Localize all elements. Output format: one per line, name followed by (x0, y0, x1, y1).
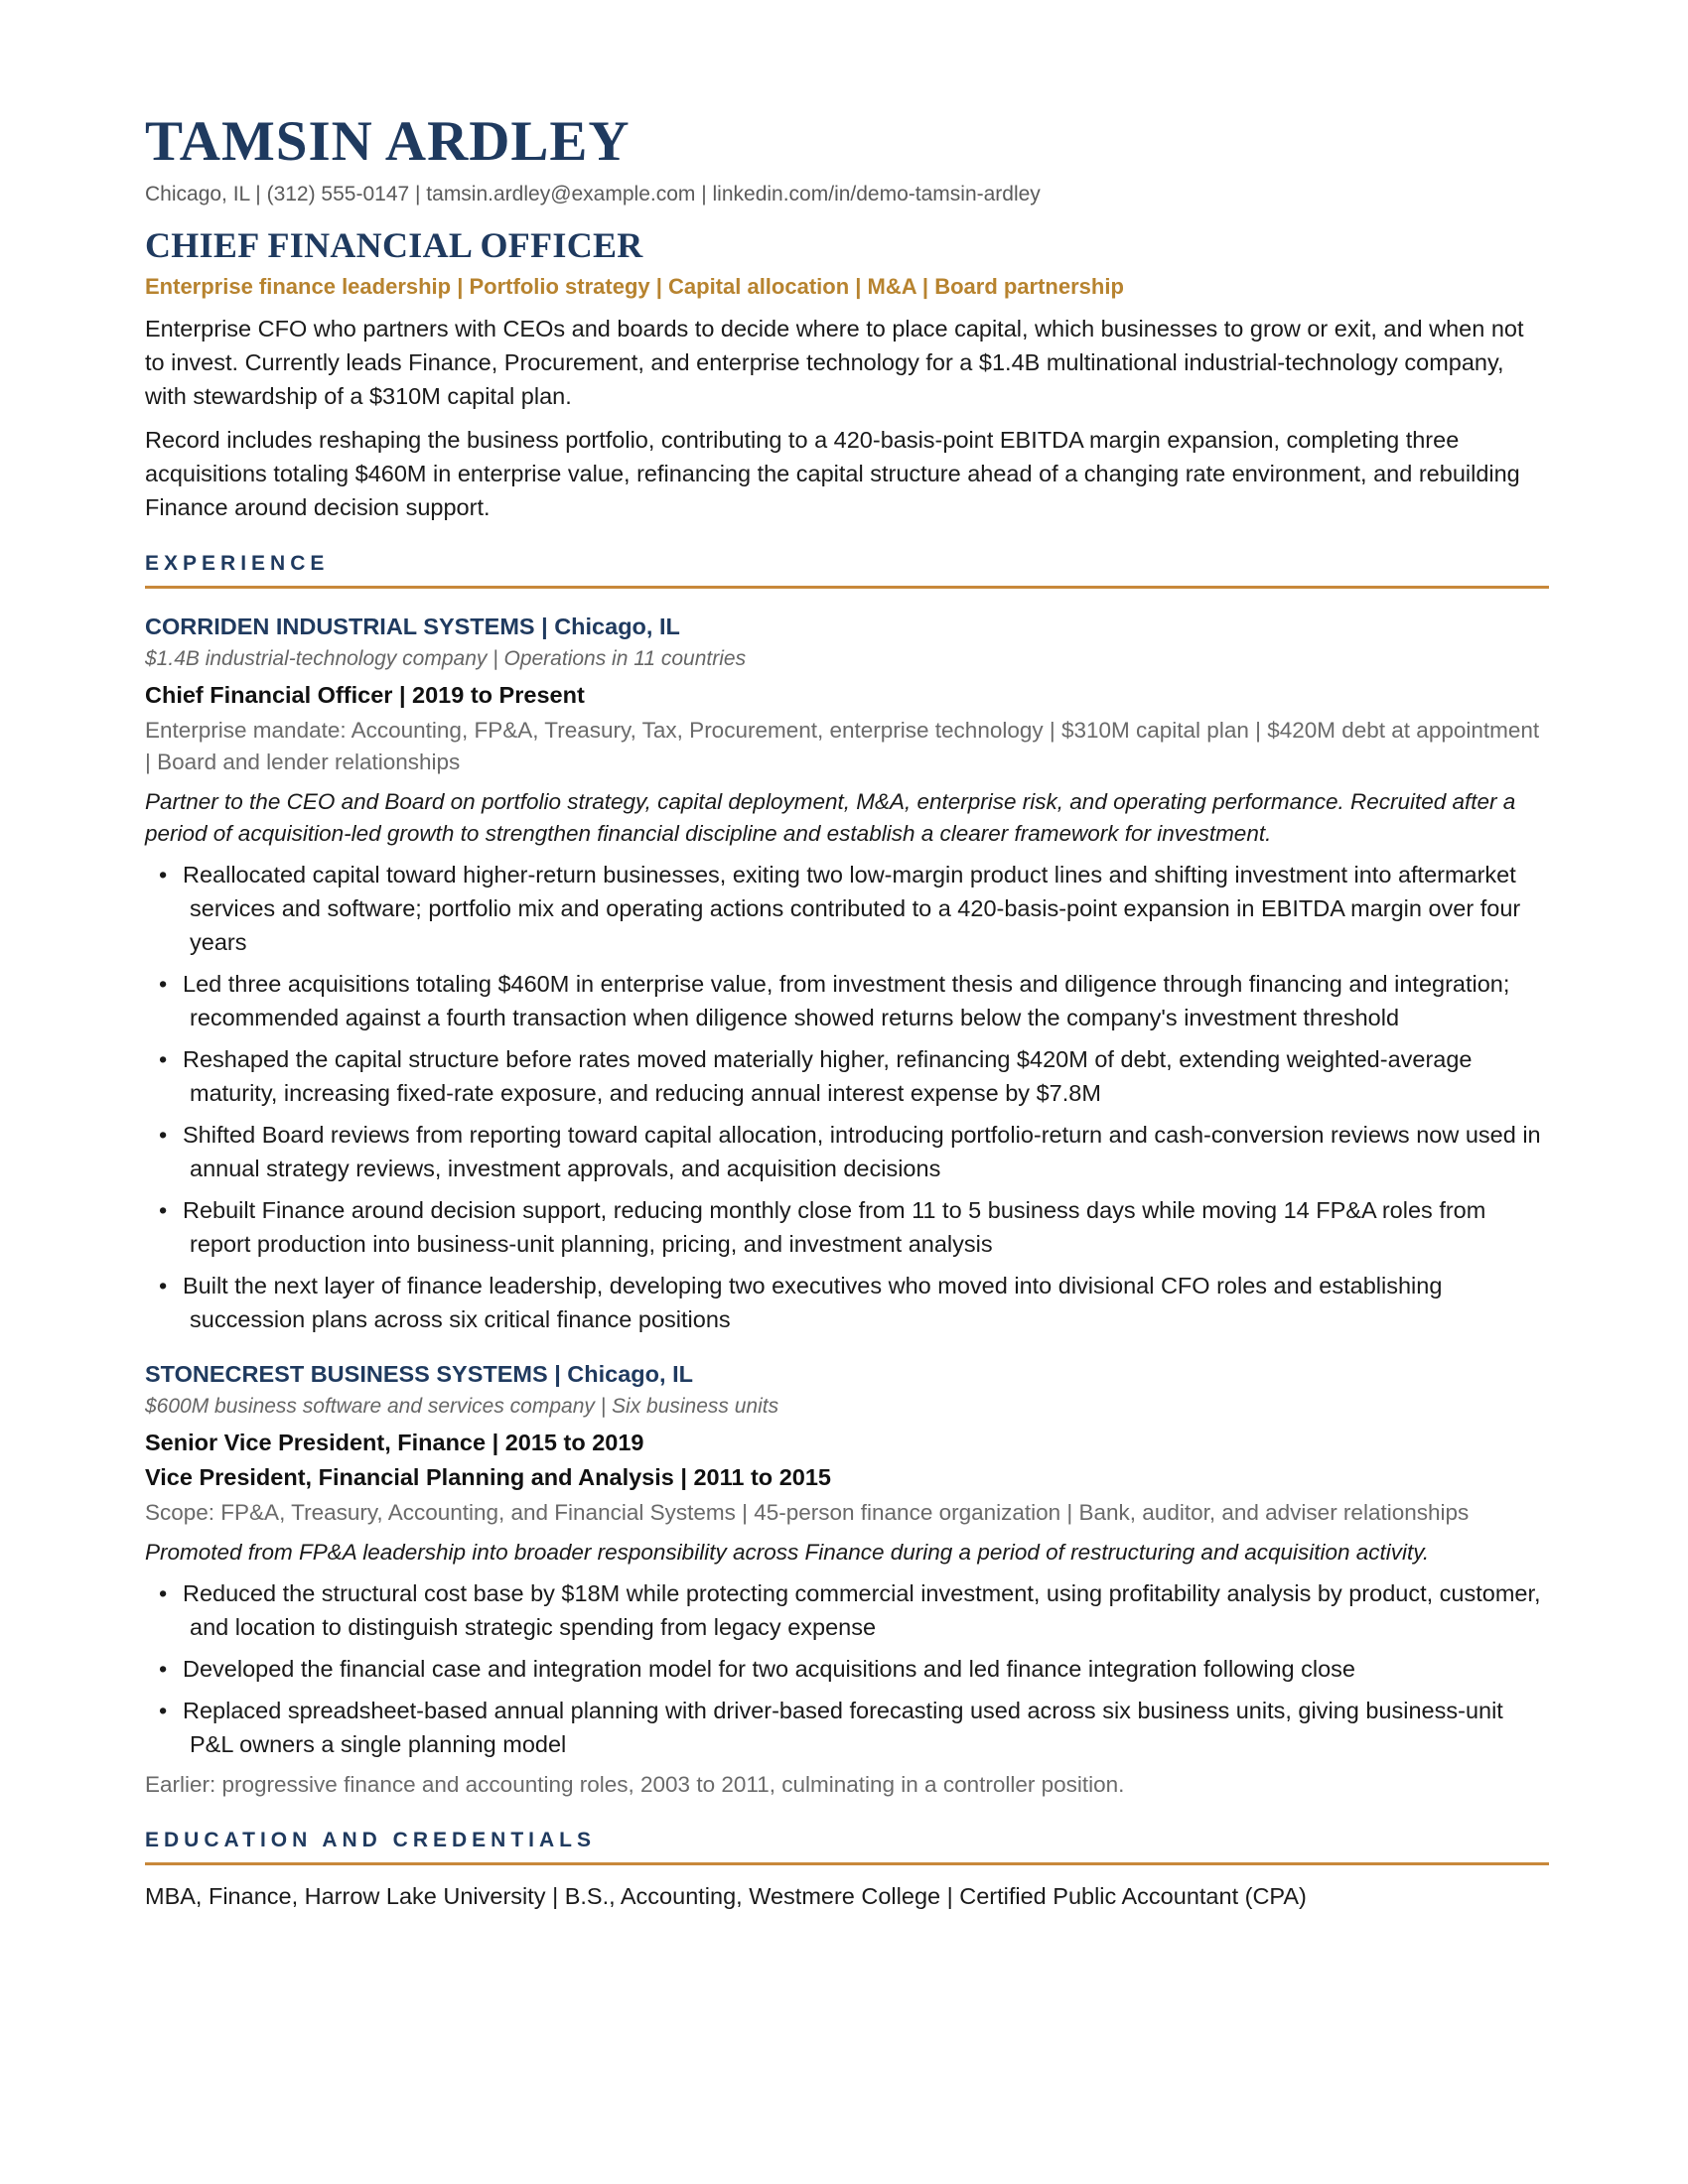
company-name: CORRIDEN INDUSTRIAL SYSTEMS | Chicago, IL (145, 614, 680, 639)
achievement-item: • Shifted Board reviews from reporting toward capital allocation, introducing portfolio-return and cash-conversion reviews now used in annual strategy reviews, investment approvals, and acquisition decisions (145, 1118, 1549, 1185)
earlier-roles-note: Earlier: progressive finance and accounting roles, 2003 to 2011, culminating in a controller position. (145, 1772, 1125, 1797)
contact-line: Chicago, IL | (312) 555-0147 | tamsin.ardley@example.com | linkedin.com/in/demo-tamsin-ardley (145, 183, 1041, 205)
achievement-item: • Led three acquisitions totaling $460M in enterprise value, from investment thesis and diligence through financing and integration; recommended against a fourth transaction when diligence showed returns below the company's investment threshold (145, 967, 1549, 1034)
bullet-icon: • (159, 1122, 168, 1148)
bullet-icon: • (159, 1197, 168, 1223)
summary-paragraph: Record includes reshaping the business portfolio, contributing to a 420-basis-point EBITDA margin expansion, completing three acquisitions totaling $460M in enterprise value, refinancing the capital structure ahead of a changing rate environment, and rebuilding Finance around decision support. (145, 427, 1520, 520)
summary-paragraph: Enterprise CFO who partners with CEOs and boards to decide where to place capital, which businesses to grow or exit, and when not to invest. Currently leads Finance, Procurement, and enterprise technology for a $1.4B multinational industrial-technology company, with stewardship of a $310M capital plan. (145, 316, 1524, 409)
bullet-icon: • (159, 1273, 168, 1298)
resume-page (145, 111, 1549, 1913)
achievement-item: • Built the next layer of finance leadership, developing two executives who moved into divisional CFO roles and establishing succession plans across six critical finance positions (145, 1269, 1549, 1336)
role-title: Chief Financial Officer | 2019 to Present (145, 682, 585, 708)
job-entry (145, 1358, 1549, 1761)
education-line: MBA, Finance, Harrow Lake University | B.S., Accounting, Westmere College | Certified Public Accountant (CPA) (145, 1883, 1307, 1909)
summary (145, 312, 1549, 524)
candidate-name: TAMSIN ARDLEY (145, 110, 631, 173)
bullet-icon: • (159, 1656, 168, 1682)
tagline: Enterprise finance leadership | Portfolio strategy | Capital allocation | M&A | Board partnership (145, 274, 1124, 299)
headline-title: CHIEF FINANCIAL OFFICER (145, 225, 643, 265)
achievement-item: • Reduced the structural cost base by $18M while protecting commercial investment, using profitability analysis by product, customer, and location to distinguish strategic spending from legacy expense (145, 1576, 1549, 1644)
job-entry (145, 611, 1549, 1336)
achievement-list (145, 1576, 1549, 1761)
achievement-item: • Reallocated capital toward higher-return businesses, exiting two low-margin product lines and shifting investment into aftermarket services and software; portfolio mix and operating actions contributed to a 420-basis-point expansion in EBITDA margin over four years (145, 858, 1549, 959)
bullet-icon: • (159, 862, 168, 887)
section-title-education: EDUCATION AND CREDENTIALS (145, 1829, 1549, 1865)
achievement-item: • Replaced spreadsheet-based annual planning with driver-based forecasting used across six business units, giving business-unit P&L owners a single planning model (145, 1694, 1549, 1761)
role-title: Senior Vice President, Finance | 2015 to 2019 (145, 1430, 644, 1455)
company-description: $600M business software and services company | Six business units (145, 1395, 779, 1418)
role-title: Vice President, Financial Planning and Analysis | 2011 to 2015 (145, 1464, 831, 1490)
role-mandate: Promoted from FP&A leadership into broader responsibility across Finance during a period of restructuring and acquisition activity. (145, 1540, 1430, 1565)
role-scope: Scope: FP&A, Treasury, Accounting, and Financial Systems | 45-person finance organization | Bank, auditor, and adviser relationships (145, 1500, 1470, 1525)
role-mandate: Partner to the CEO and Board on portfolio strategy, capital deployment, M&A, enterprise risk, and operating performance. Recruited after a period of acquisition-led growth to strengthen financial discipline and establish a clearer framework for investment. (145, 789, 1516, 846)
achievement-item: • Developed the financial case and integration model for two acquisitions and led finance integration following close (145, 1652, 1549, 1686)
company-description: $1.4B industrial-technology company | Operations in 11 countries (145, 647, 747, 670)
role-scope: Enterprise mandate: Accounting, FP&A, Treasury, Tax, Procurement, enterprise technology | $310M capital plan | $420M debt at appointment | Board and lender relationships (145, 718, 1540, 774)
company-name: STONECREST BUSINESS SYSTEMS | Chicago, IL (145, 1361, 693, 1387)
achievement-item: • Reshaped the capital structure before rates moved materially higher, refinancing $420M of debt, extending weighted-average maturity, increasing fixed-rate exposure, and reducing annual interest expense by $7.8M (145, 1042, 1549, 1110)
bullet-icon: • (159, 971, 168, 997)
bullet-icon: • (159, 1698, 168, 1723)
achievement-item: • Rebuilt Finance around decision support, reducing monthly close from 11 to 5 business days while moving 14 FP&A roles from report production into business-unit planning, pricing, and investment analysis (145, 1193, 1549, 1261)
bullet-icon: • (159, 1046, 168, 1072)
bullet-icon: • (159, 1580, 168, 1606)
section-title-experience: EXPERIENCE (145, 552, 1549, 589)
achievement-list (145, 858, 1549, 1336)
